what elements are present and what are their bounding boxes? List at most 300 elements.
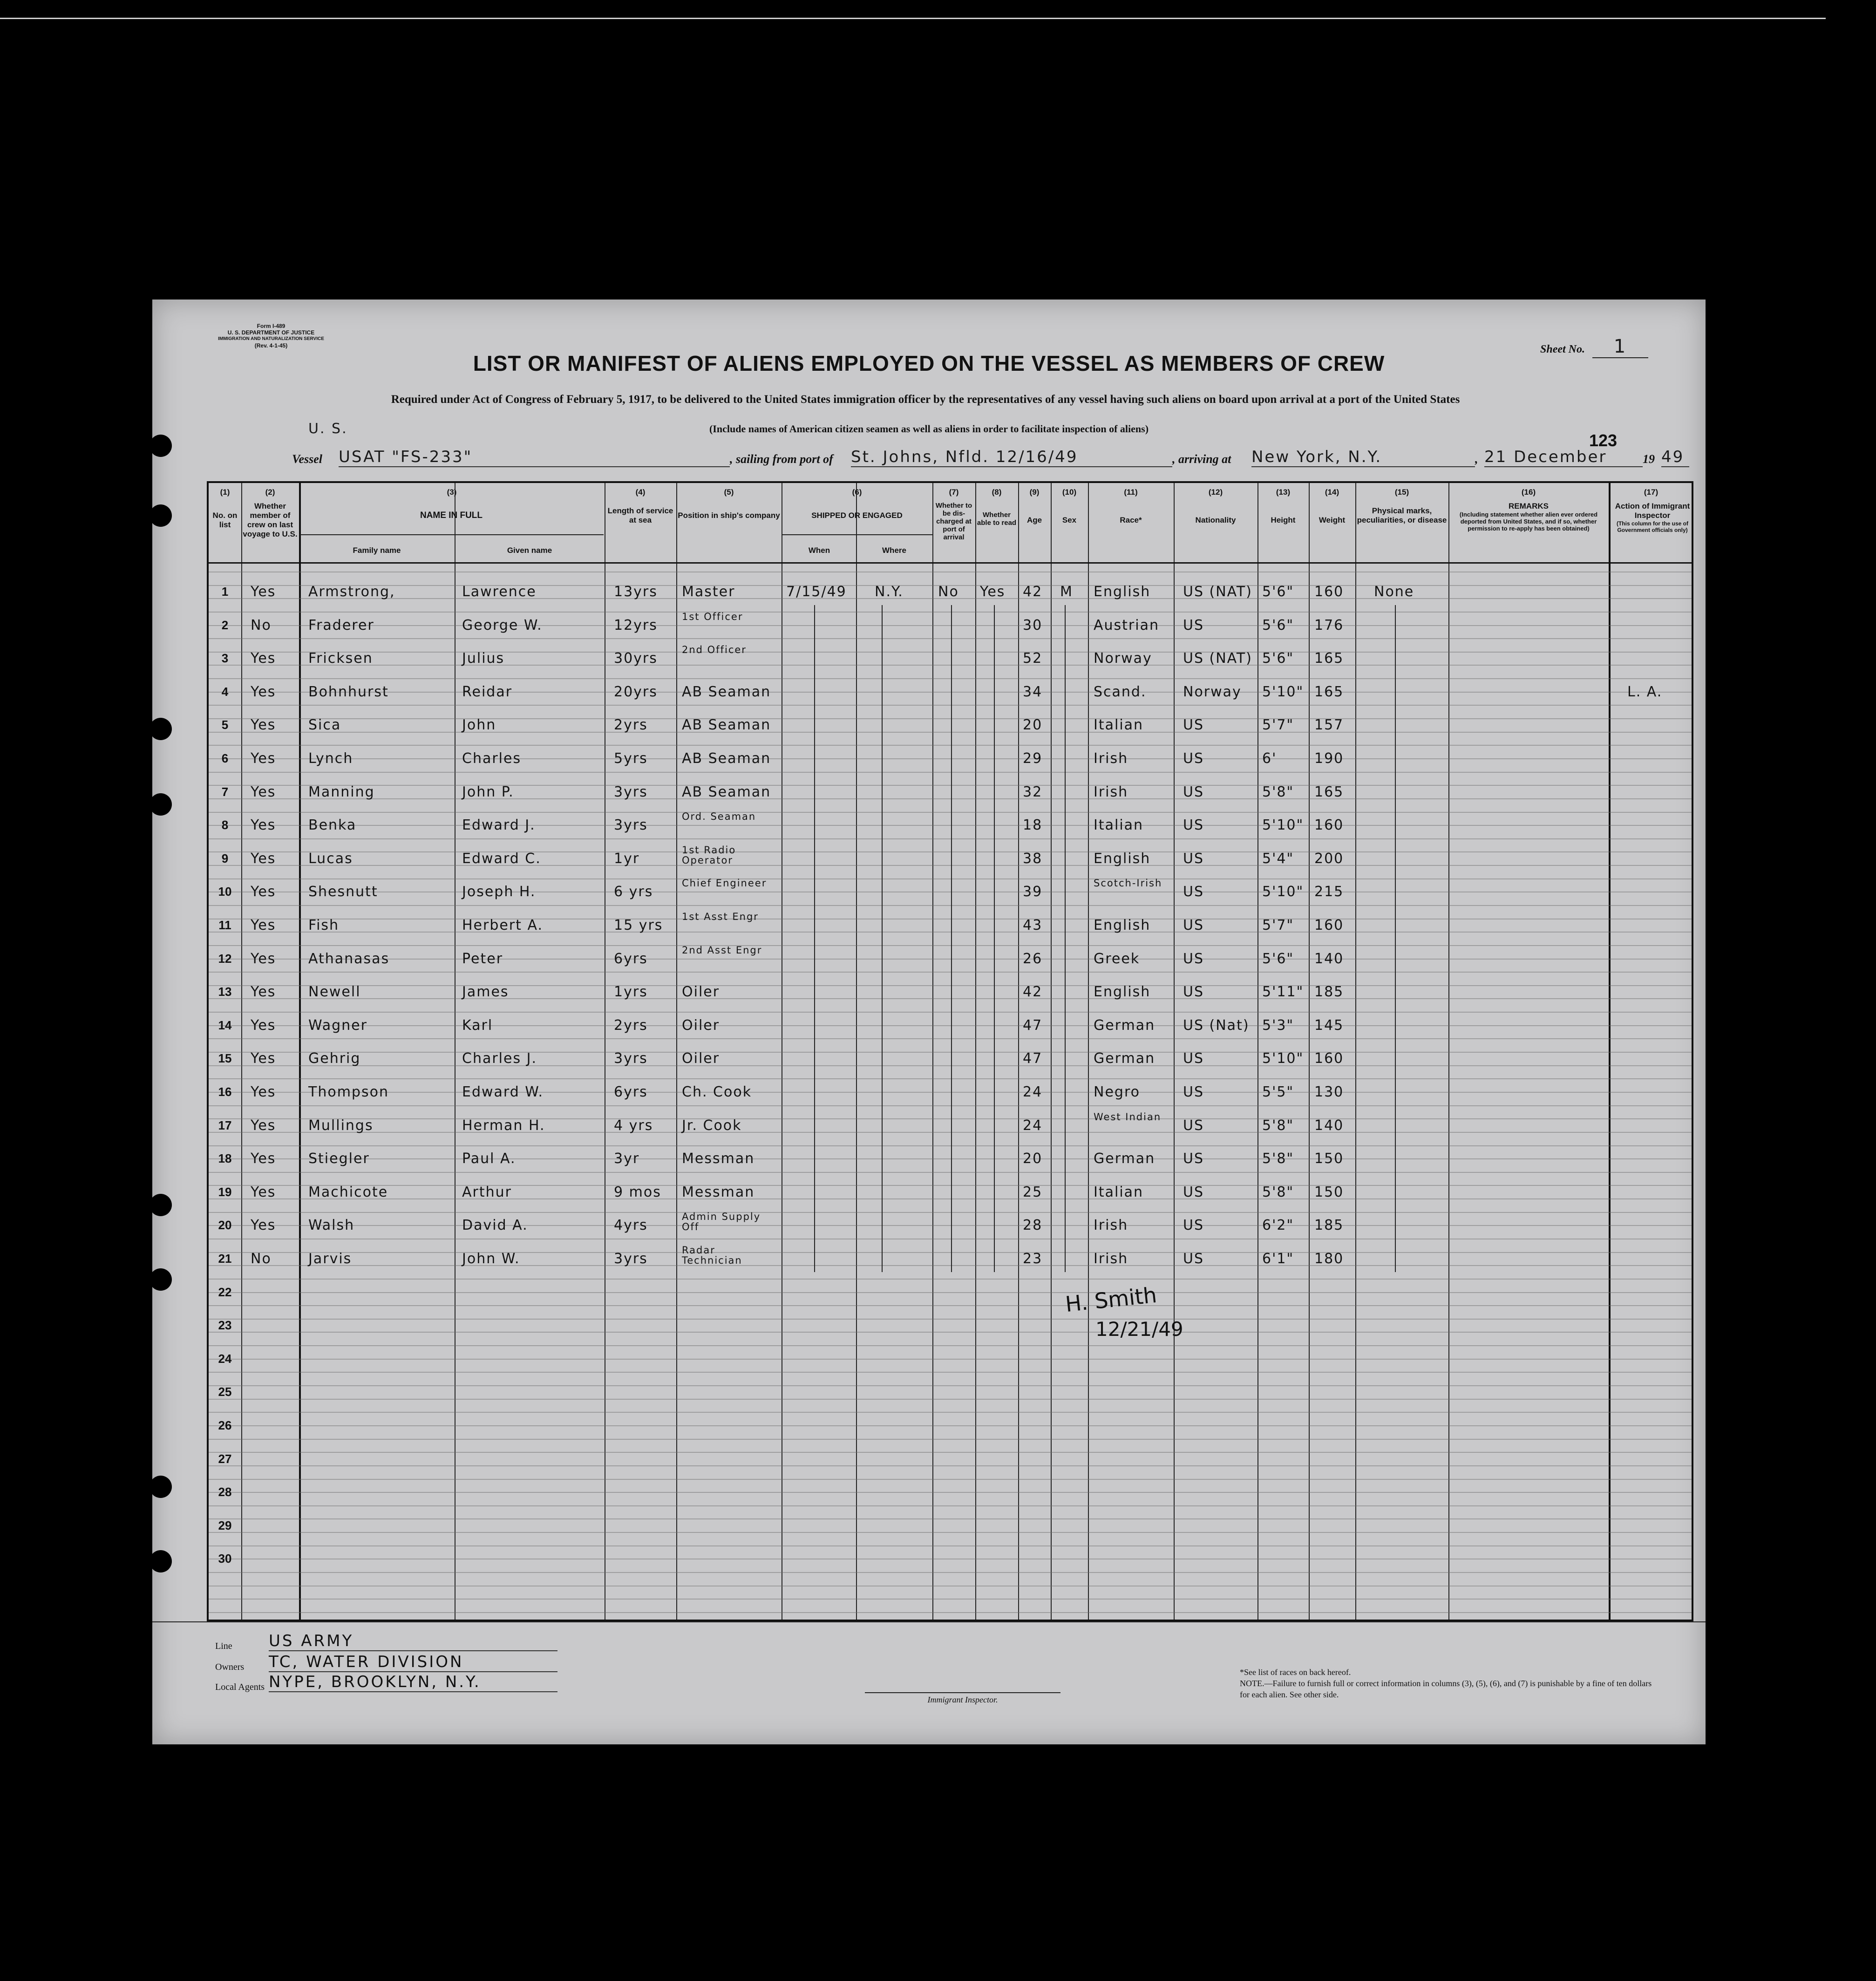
cell-nationality: US — [1183, 617, 1204, 633]
name-subheader-line — [300, 534, 604, 535]
cell-given: Lawrence — [462, 584, 537, 600]
crew-table — [207, 481, 1693, 1621]
cell-service: 5yrs — [614, 750, 648, 767]
ruled-line — [209, 1172, 1692, 1173]
ruled-line — [209, 1518, 1692, 1519]
cell-height: 5'10" — [1262, 817, 1304, 834]
cell-prev: Yes — [251, 1217, 276, 1234]
ruled-line — [209, 692, 1692, 693]
row-number: 20 — [218, 1218, 232, 1232]
subtitle: Required under Act of Congress of February 5, 1917, to be delivered to the United States immigration officer by the representatives of any vessel having such aliens on board upon arrival at a port of the United States — [391, 393, 1460, 406]
footer-notes — [1240, 1667, 1659, 1700]
cell-height: 5'8" — [1262, 783, 1294, 800]
cell-service: 1yrs — [614, 984, 648, 1001]
cell-race: Austrian — [1094, 617, 1159, 633]
cell-height: 6' — [1262, 750, 1277, 767]
column-rule — [932, 483, 933, 1620]
cell-service: 3yrs — [614, 783, 648, 800]
row-number: 12 — [218, 951, 232, 966]
cell-family: Gehrig — [308, 1050, 361, 1067]
cell-position: Ord. Seaman — [682, 811, 756, 823]
cell-given: Arthur — [462, 1184, 512, 1200]
remarks-title: REMARKS — [1509, 502, 1549, 511]
cell-age: 25 — [1023, 1184, 1043, 1200]
cell-height: 5'7" — [1262, 917, 1294, 933]
row-number: 2 — [221, 618, 229, 632]
column-rule — [1174, 483, 1175, 1620]
row-number: 22 — [218, 1285, 232, 1299]
ruled-line — [209, 758, 1692, 759]
cell-nationality: US — [1183, 750, 1204, 767]
cell-age: 26 — [1023, 950, 1043, 967]
header-remarks — [1449, 502, 1608, 532]
cell-nationality: US — [1183, 1117, 1204, 1134]
ruled-line — [209, 718, 1692, 719]
column-rule — [975, 483, 976, 1620]
cell-service: 3yrs — [614, 1050, 648, 1067]
ruled-line — [209, 972, 1692, 973]
column-number: (5) — [724, 488, 734, 497]
cell-height: 5'8" — [1262, 1184, 1294, 1200]
cell-weight: 150 — [1314, 1184, 1344, 1200]
revision: (Rev. 4-1-45) — [254, 342, 288, 349]
header-given-name: Given name — [507, 546, 552, 555]
cell-weight: 165 — [1314, 783, 1344, 800]
shipped-subheader-line — [782, 534, 932, 535]
cell-age: 34 — [1023, 683, 1043, 700]
cell-service: 1yr — [614, 850, 640, 867]
ruled-line — [209, 1385, 1692, 1386]
arriving-label: , arriving at — [1172, 452, 1231, 466]
cell-weight: 160 — [1314, 917, 1344, 933]
cell-race: English — [1094, 850, 1151, 867]
ruled-line — [209, 851, 1692, 852]
department: U. S. DEPARTMENT OF JUSTICE — [227, 329, 315, 336]
cell-marks: None — [1374, 584, 1414, 600]
cell-weight: 150 — [1314, 1150, 1344, 1167]
cell-position: AB Seaman — [682, 717, 771, 734]
cell-height: 5'10" — [1262, 683, 1304, 700]
ruled-line — [209, 772, 1692, 773]
cell-nationality: Norway — [1183, 683, 1242, 700]
cell-prev: Yes — [251, 817, 276, 834]
vessel-value: USAT "FS-233" — [339, 448, 730, 467]
row-number: 21 — [218, 1252, 232, 1266]
cell-family: Sica — [308, 717, 341, 734]
row-number: 15 — [218, 1051, 232, 1066]
ruled-line — [209, 812, 1692, 813]
header-when: When — [808, 546, 830, 555]
cell-family: Lucas — [308, 850, 353, 867]
column-number: (8) — [992, 488, 1002, 497]
cell-nationality: US — [1183, 717, 1204, 734]
sheet-value: 1 — [1592, 336, 1648, 358]
cell-given: James — [462, 984, 509, 1001]
cell-weight: 140 — [1314, 950, 1344, 967]
cell-prev: Yes — [251, 1050, 276, 1067]
ruled-line — [209, 1145, 1692, 1146]
cell-given: John P. — [462, 783, 514, 800]
row-number: 28 — [218, 1485, 232, 1499]
column-number: (11) — [1124, 488, 1138, 497]
column-rule — [299, 483, 301, 1620]
ruled-line — [209, 638, 1692, 639]
page-title: LIST OR MANIFEST OF ALIENS EMPLOYED ON THE VESSEL AS MEMBERS OF CREW — [473, 351, 1385, 375]
header-prev-voyage: Whether member of crew on last voyage to U.S. — [243, 502, 298, 538]
row-number: 5 — [221, 718, 229, 732]
cell-nationality: US — [1183, 1251, 1204, 1267]
ruled-line — [209, 1292, 1692, 1293]
ruled-line — [209, 625, 1692, 626]
local-agents-label: Local Agents — [215, 1682, 265, 1692]
cell-height: 5'6" — [1262, 584, 1294, 600]
cell-service: 20yrs — [614, 683, 658, 700]
cell-race: Scand. — [1094, 683, 1147, 700]
column-number: (16) — [1521, 488, 1536, 497]
cell-height: 5'6" — [1262, 950, 1294, 967]
punch-hole — [150, 1476, 172, 1498]
cell-weight: 160 — [1314, 1050, 1344, 1067]
cell-given: Edward J. — [462, 817, 536, 834]
cell-service: 3yr — [614, 1150, 640, 1167]
cell-when: 7/15/49 — [786, 584, 847, 600]
row-number: 4 — [221, 684, 229, 699]
arriving-value: New York, N.Y. — [1251, 448, 1475, 467]
cell-nationality: US (Nat) — [1183, 1017, 1250, 1034]
ruled-line — [209, 998, 1692, 999]
cell-given: Charles — [462, 750, 522, 767]
column-number: (6) — [852, 488, 862, 497]
column-number: (1) — [220, 488, 230, 497]
ruled-line — [209, 959, 1692, 960]
ditto-mark — [882, 605, 883, 1272]
row-number: 17 — [218, 1118, 232, 1132]
column-rule — [1088, 483, 1089, 1620]
column-number: (13) — [1276, 488, 1291, 497]
cell-weight: 165 — [1314, 650, 1344, 667]
cell-age: 39 — [1023, 884, 1043, 900]
cell-age: 20 — [1023, 717, 1043, 734]
ruled-line — [209, 1225, 1692, 1226]
column-rule — [1355, 483, 1356, 1620]
service: IMMIGRATION AND NATURALIZATION SERVICE — [218, 336, 324, 341]
cell-prev: Yes — [251, 717, 276, 734]
punch-hole — [150, 1268, 172, 1291]
ruled-line — [209, 1372, 1692, 1373]
column-number: (17) — [1644, 488, 1658, 497]
cell-prev: Yes — [251, 950, 276, 967]
cell-given: John — [462, 717, 496, 734]
ruled-line — [209, 1465, 1692, 1466]
owners-value: TC, WATER DIVISION — [269, 1653, 557, 1672]
ruled-line — [209, 1198, 1692, 1199]
cell-age: 42 — [1023, 584, 1043, 600]
ruled-line — [209, 1572, 1692, 1573]
cell-family: Thompson — [308, 1084, 389, 1100]
ruled-line — [209, 1492, 1692, 1493]
cell-age: 23 — [1023, 1251, 1043, 1267]
cell-service: 30yrs — [614, 650, 658, 667]
column-rule — [241, 483, 242, 1620]
cell-weight: 140 — [1314, 1117, 1344, 1134]
cell-age: 52 — [1023, 650, 1043, 667]
cell-age: 38 — [1023, 850, 1043, 867]
cell-height: 6'1" — [1262, 1251, 1294, 1267]
column-number: (14) — [1325, 488, 1339, 497]
cell-race: Irish — [1094, 783, 1128, 800]
ruled-line — [209, 1078, 1692, 1079]
cell-weight: 130 — [1314, 1084, 1344, 1100]
cell-nationality: US — [1183, 984, 1204, 1001]
cell-race: Negro — [1094, 1084, 1140, 1100]
cell-position: Messman — [682, 1184, 755, 1200]
cell-race: West Indian — [1094, 1111, 1162, 1123]
cell-nationality: US (NAT) — [1183, 650, 1252, 667]
ruled-line — [209, 1332, 1692, 1333]
cell-given: Herman H. — [462, 1117, 545, 1134]
sailing-value: St. Johns, Nfld. 12/16/49 — [851, 448, 1172, 467]
cell-race: Irish — [1094, 1251, 1128, 1267]
cell-age: 20 — [1023, 1150, 1043, 1167]
cell-age: 28 — [1023, 1217, 1043, 1234]
ruled-line — [209, 678, 1692, 679]
action-note: (This column for the use of Government officials only) — [1616, 520, 1688, 533]
row-number: 16 — [218, 1085, 232, 1099]
cell-given: Julius — [462, 650, 505, 667]
cell-race: English — [1094, 917, 1151, 933]
cell-age: 42 — [1023, 984, 1043, 1001]
vessel-line: U. S. Vessel USAT "FS-233" , sailing from port of St. Johns, Nfld. 12/16/49 , arriving at New York, N.Y. , 21 December 19 49 — [152, 439, 1706, 472]
cell-given: Paul A. — [462, 1150, 516, 1167]
column-number: (7) — [949, 488, 959, 497]
cell-service: 6yrs — [614, 1084, 648, 1100]
ruled-line — [209, 985, 1692, 986]
remarks-note: (Including statement whether alien ever ordered deported from United States, and if so, whether permission to re-apply has been obtained) — [1459, 511, 1598, 532]
column-rule — [1309, 483, 1310, 1620]
header-bottom-rule — [209, 562, 1692, 564]
row-number: 10 — [218, 885, 232, 899]
ruled-line — [209, 1052, 1692, 1053]
punch-hole — [150, 793, 172, 816]
punch-hole — [150, 1550, 172, 1573]
cell-race: English — [1094, 984, 1151, 1001]
cell-nationality: US — [1183, 1084, 1204, 1100]
cell-weight: 145 — [1314, 1017, 1344, 1034]
cell-family: Shesnutt — [308, 884, 378, 900]
row-number: 30 — [218, 1552, 232, 1566]
ruled-line — [209, 1532, 1692, 1533]
cell-position: AB Seaman — [682, 683, 771, 700]
cell-service: 9 mos — [614, 1184, 661, 1200]
ruled-line — [209, 1212, 1692, 1213]
cell-prev: Yes — [251, 984, 276, 1001]
owners-label: Owners — [215, 1662, 245, 1672]
cell-height: 5'10" — [1262, 1050, 1304, 1067]
ruled-line — [209, 1439, 1692, 1440]
local-agents-value: NYPE, BROOKLYN, N.Y. — [269, 1673, 557, 1692]
cell-service: 4yrs — [614, 1217, 648, 1234]
cell-weight: 160 — [1314, 817, 1344, 834]
ditto-mark — [994, 605, 995, 1272]
ruled-line — [209, 1012, 1692, 1013]
sheet-label: Sheet No. — [1540, 343, 1585, 355]
form-identifier — [211, 323, 332, 349]
row-number: 9 — [221, 851, 229, 865]
cell-prev: Yes — [251, 584, 276, 600]
cell-position: Oiler — [682, 984, 720, 1001]
row-number: 14 — [218, 1018, 232, 1032]
cell-race: German — [1094, 1150, 1156, 1167]
cell-family: Newell — [308, 984, 361, 1001]
row-number: 6 — [221, 751, 229, 765]
cell-weight: 185 — [1314, 1217, 1344, 1234]
column-number: (3) — [447, 488, 457, 497]
cell-weight: 200 — [1314, 850, 1344, 867]
cell-position: Messman — [682, 1150, 755, 1167]
cell-prev: No — [251, 617, 272, 633]
cell-weight: 165 — [1314, 683, 1344, 700]
ruled-line — [209, 932, 1692, 933]
header-weight: Weight — [1319, 516, 1346, 524]
inspector-signature: H. Smith — [1064, 1282, 1158, 1317]
ruled-line — [209, 905, 1692, 906]
line-label: Line — [215, 1641, 232, 1651]
cell-race: Italian — [1094, 817, 1144, 834]
ruled-line — [209, 1345, 1692, 1346]
cell-family: Fish — [308, 917, 340, 933]
column-rule — [676, 483, 677, 1620]
cell-race: Italian — [1094, 1184, 1144, 1200]
cell-race: German — [1094, 1050, 1156, 1067]
cell-service: 2yrs — [614, 717, 648, 734]
punch-hole — [150, 504, 172, 527]
ruled-line — [209, 1279, 1692, 1280]
header-action-inspector — [1610, 502, 1695, 533]
cell-position: AB Seaman — [682, 750, 771, 767]
cell-service: 2yrs — [614, 1017, 648, 1034]
cell-service: 3yrs — [614, 1251, 648, 1267]
cell-age: 32 — [1023, 783, 1043, 800]
cell-given: Karl — [462, 1017, 493, 1034]
column-rule — [1448, 483, 1449, 1620]
cell-race: German — [1094, 1017, 1156, 1034]
cell-height: 5'8" — [1262, 1117, 1294, 1134]
cell-given: Joseph H. — [462, 884, 536, 900]
row-number: 11 — [218, 918, 231, 932]
cell-nationality: US (NAT) — [1183, 584, 1252, 600]
ruled-line — [209, 1545, 1692, 1546]
line-value: US ARMY — [269, 1632, 557, 1651]
cell-family: Lynch — [308, 750, 353, 767]
row-number: 19 — [218, 1185, 232, 1199]
year-prefix: 19 — [1643, 452, 1655, 466]
column-rule — [856, 483, 857, 1620]
ditto-mark — [814, 605, 815, 1272]
cell-race: English — [1094, 584, 1151, 600]
cell-family: Fraderer — [308, 617, 374, 633]
cell-position: 1st Radio Operator — [682, 844, 736, 866]
cell-family: Fricksen — [308, 650, 373, 667]
scan-edge-line — [0, 18, 1826, 19]
cell-family: Bohnhurst — [308, 683, 389, 700]
cell-age: 47 — [1023, 1050, 1043, 1067]
vessel-label: Vessel — [292, 452, 322, 466]
row-number: 13 — [218, 985, 232, 999]
cell-race: Irish — [1094, 1217, 1128, 1234]
ruled-line — [209, 652, 1692, 653]
cell-family: Benka — [308, 817, 357, 834]
form-number: Form I-489 — [257, 323, 285, 329]
cell-service: 6yrs — [614, 950, 648, 967]
sailing-label: , sailing from port of — [730, 452, 833, 466]
cell-prev: Yes — [251, 783, 276, 800]
row-number: 23 — [218, 1318, 232, 1333]
ditto-mark — [951, 605, 952, 1272]
cell-age: 24 — [1023, 1117, 1043, 1134]
cell-height: 5'7" — [1262, 717, 1294, 734]
cell-family: Mullings — [308, 1117, 374, 1134]
header-position: Position in ship's company — [678, 511, 780, 520]
cell-race: Irish — [1094, 750, 1128, 767]
cell-prev: Yes — [251, 1017, 276, 1034]
ruled-line — [209, 1118, 1692, 1119]
cell-nationality: US — [1183, 917, 1204, 933]
cell-nationality: US — [1183, 817, 1204, 834]
row-number: 3 — [221, 651, 229, 666]
header-able-to-read: Whether able to read — [977, 511, 1017, 527]
ruled-line — [209, 1319, 1692, 1320]
ruled-line — [209, 945, 1692, 946]
date-value: 21 December — [1484, 448, 1643, 467]
penalty-note: NOTE.—Failure to furnish full or correct information in columns (3), (5), (6), and (7) is punishable by a fine of ten dollars for each alien. See other side. — [1240, 1679, 1652, 1699]
ruled-line — [209, 1612, 1692, 1613]
cell-family: Manning — [308, 783, 375, 800]
ruled-line — [209, 1065, 1692, 1066]
column-number: (4) — [635, 488, 646, 497]
column-rule — [1018, 483, 1019, 1620]
column-number: (12) — [1208, 488, 1223, 497]
cell-discharged: No — [938, 584, 959, 600]
column-number: (10) — [1062, 488, 1077, 497]
cell-nationality: US — [1183, 1184, 1204, 1200]
cell-prev: Yes — [251, 683, 276, 700]
cell-prev: Yes — [251, 1117, 276, 1134]
cell-prev: Yes — [251, 884, 276, 900]
cell-prev: No — [251, 1251, 272, 1267]
cell-service: 12yrs — [614, 617, 658, 633]
cell-position: 1st Officer — [682, 611, 743, 622]
column-number: (9) — [1029, 488, 1040, 497]
cell-prev: Yes — [251, 750, 276, 767]
cell-family: Stiegler — [308, 1150, 370, 1167]
cell-read: Yes — [980, 584, 1006, 600]
cell-service: 13yrs — [614, 584, 658, 600]
ruled-line — [209, 1505, 1692, 1506]
punch-hole — [150, 1194, 172, 1216]
column-number: (2) — [265, 488, 275, 497]
cell-height: 5'4" — [1262, 850, 1294, 867]
action-title: Action of Immigrant Inspector — [1615, 502, 1690, 520]
cell-height: 5'10" — [1262, 884, 1304, 900]
cell-height: 5'3" — [1262, 1017, 1294, 1034]
cell-prev: Yes — [251, 1084, 276, 1100]
cell-service: 4 yrs — [614, 1117, 653, 1134]
races-note: *See list of races on back hereof. — [1240, 1668, 1351, 1677]
cell-nationality: US — [1183, 1150, 1204, 1167]
header-length-service: Length of service at sea — [607, 506, 673, 524]
ruled-line — [209, 1158, 1692, 1159]
cell-family: Walsh — [308, 1217, 355, 1234]
